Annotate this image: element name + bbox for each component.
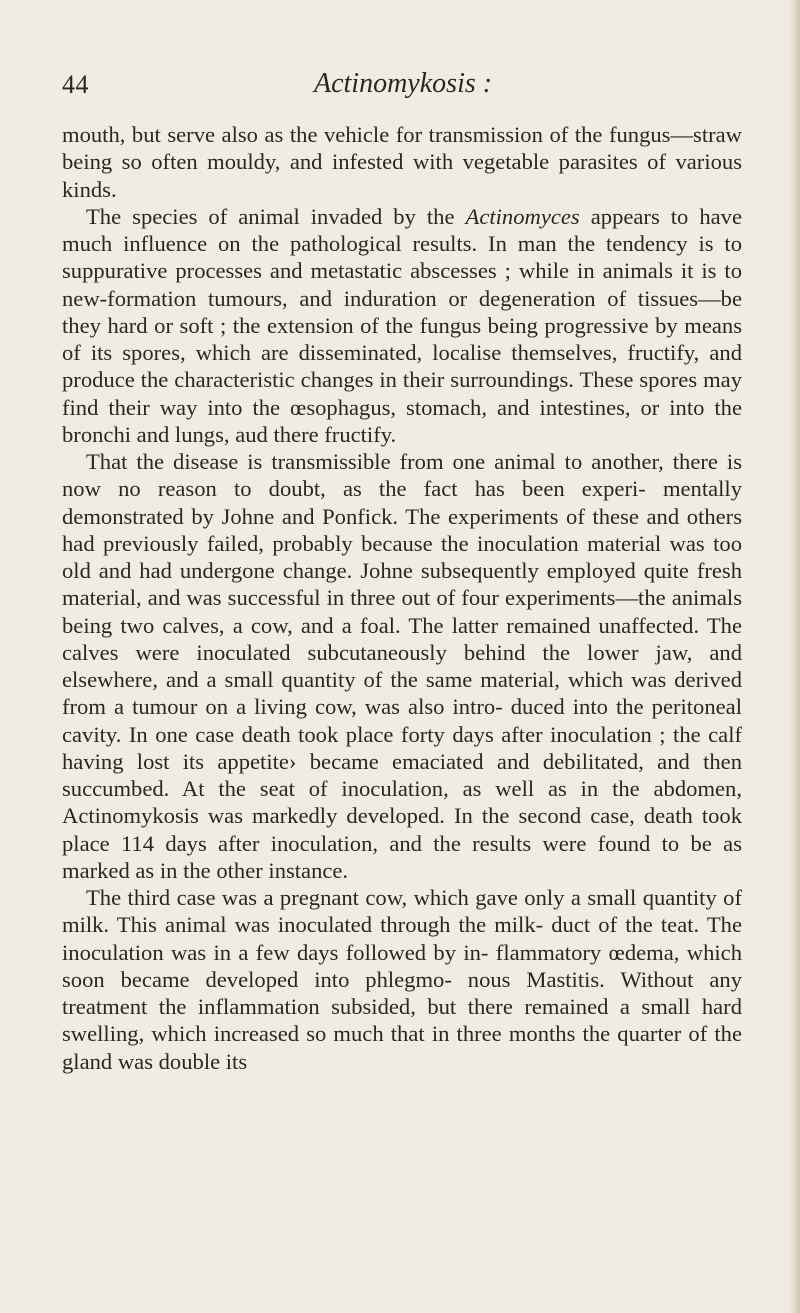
paragraph-2 [62, 203, 742, 448]
running-title: Actinomykosis : [314, 68, 493, 99]
page-edge-shadow [788, 0, 800, 1313]
italic-term-actinomyces: Actinomyces [465, 203, 580, 229]
page-header [62, 66, 742, 110]
paragraph-2-start: The species of animal invaded by the [86, 203, 466, 229]
paragraph-3: That the disease is transmissible from one animal to another, there is now no reason to doubt, as the fact has been experi- mentally demonstrated by Johne and Ponfick. The experiments of these and others had previously failed, probably because the inoculation material was too old and had undergone change. Johne subsequently employed quite fresh material, and was successful in three out of four experiments—the animals being two calves, a cow, and a foal. The latter remained unaffected. The calves were inoculated subcutaneously behind the lower jaw, and elsewhere, and a small quantity of the same material, which was derived from a tumour on a living cow, was also intro- duced into the peritoneal cavity. In one case death took place forty days after inoculation ; the calf having lost its appetite› became emaciated and debilitated, and then succumbed. At the seat of inoculation, as well as in the abdomen, Actinomykosis was markedly developed. In the second case, death took place 114 days after inoculation, and the results were found to be as marked as in the other instance. [62, 449, 742, 883]
paragraph-4: The third case was a pregnant cow, which gave only a small quantity of milk. This animal was inoculated through the milk- duct of the teat. The inoculation was in a few days followed by in- flammatory œdema, which soon became developed into phlegmo- nous Mastitis. Without any treatment the inflammation subsided, but there remained a small hard swelling, which increased so much that in three months the quarter of the gland was double its [62, 885, 742, 1074]
body-text [62, 121, 742, 1075]
paragraph-2-rest: appears to have much influence on the pathological results. In man the tendency is to suppurative processes and metastatic abscesses ; while in animals it is to new-formation tumours, and induration or degeneration of tissues—be they hard or soft ; the extension of the fungus being progressive by means of its spores, which are disseminated, localise themselves, fructify, and produce the characteristic changes in their surroundings. These spores may find their way into the œsophagus, stomach, and intestines, or into the bronchi and lungs, aud there fructify. [62, 203, 742, 447]
page-number: 44 [62, 70, 89, 99]
paragraph-1: mouth, but serve also as the vehicle for transmission of the fungus—straw being so often mouldy, and infested with vegetable parasites of various kinds. [62, 122, 742, 202]
